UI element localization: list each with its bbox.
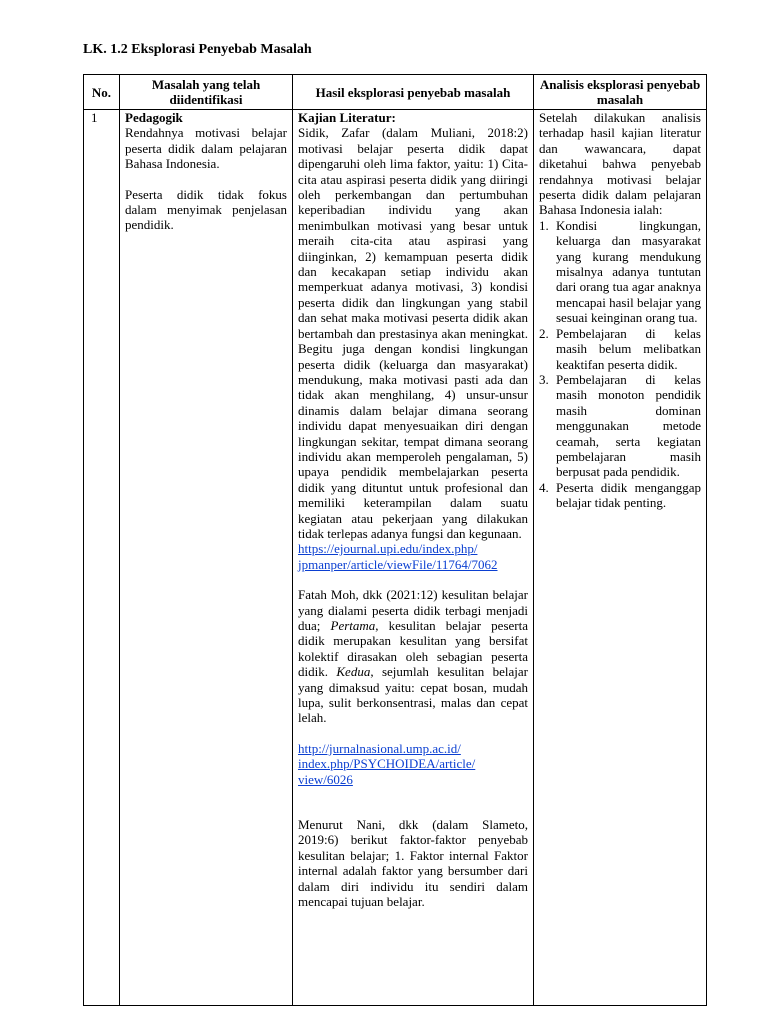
reference-link-1-line-1[interactable]: https://ejournal.upi.edu/index.php/ (298, 541, 478, 557)
list-item: 1. Kondisi lingkungan, keluarga dan masyarakat yang kurang mendukung misalnya adanya tuntutan dari orang tua agar anaknya mencapai hasil belajar yang sesuai keinginan orang tua. (539, 217, 701, 326)
header-analisis: Analisis eksplorasi penyebab masalah (534, 75, 707, 110)
row-number: 1 (84, 110, 120, 1006)
reference-link-2[interactable] (298, 741, 528, 787)
analisis-intro: Setelah dilakukan analisis terhadap hasil kajian literatur dan wawancara, dapat diketahui bahwa penyebab rendahnya motivasi belajar peserta didik dalam pelajaran Bahasa Indonesia ialah: (539, 110, 701, 218)
list-item: 2. Pembelajaran di kelas masih belum melibatkan keaktifan peserta didik. (539, 325, 701, 372)
hasil-cell (293, 110, 534, 1006)
reference-link-1-line-2[interactable]: jpmanper/article/viewFile/11764/7062 (298, 556, 498, 572)
masalah-paragraph-2: Peserta didik tidak fokus dalam menyimak penjelasan pendidik. (125, 186, 287, 233)
table-header-row (84, 75, 707, 110)
reference-link-2-line-2[interactable]: index.php/PSYCHOIDEA/article/ (298, 756, 476, 772)
hasil-paragraph-3: Menurut Nani, dkk (dalam Slameto, 2019:6) berikut faktor-faktor penyebab kesulitan belajar; 1. Faktor internal Faktor internal adalah faktor yang bersumber dari dalam diri individu itu sendiri dalam mencapai tujuan belajar. (298, 817, 528, 910)
analisis-list (539, 218, 701, 511)
header-masalah: Masalah yang telah diidentifikasi (120, 75, 293, 110)
page-title: LK. 1.2 Eksplorasi Penyebab Masalah (83, 42, 312, 57)
reference-link-2-line-3[interactable]: view/6026 (298, 771, 353, 787)
hasil-paragraph-2: Fatah Moh, dkk (2021:12) kesulitan belajar yang dialami peserta didik terbagi menjadi dua; Pertama, kesulitan belajar peserta didik merupakan kesulitan yang bersifat kolektif dirasakan oleh sebagian peserta didik. Kedua, sejumlah kesulitan belajar yang dimaksud yaitu: cepat bosan, mudah lupa, sulit berkonsentrasi, malas dan cepat lelah. (298, 587, 528, 726)
header-no: No. (84, 75, 120, 110)
hasil-heading: Kajian Literatur: (298, 110, 396, 125)
hasil-paragraph-1: Sidik, Zafar (dalam Muliani, 2018:2) motivasi belajar peserta didik dapat dipengaruhi oleh lima faktor, yaitu: 1) Cita-cita atau aspirasi peserta didik yang diiringi oleh perkembangan dan pertumbuhan keperibadian individu yang akan menimbulkan motivasi yang besar untuk meraih cita-cita atau aspirasi yang diinginkan, 2) kemampuan peserta didik dan kecakapan setiap individu akan memperkuat adanya motivasi, 3) kondisi peserta didik dan lingkungan yang stabil dan sehat maka motivasi peserta didik akan bertambah dan prestasinya akan meningkat. Begitu juga dengan kondisi lingkungan peserta didik (keluarga dan masyarakat) mendukung, maka motivasi pasti ada dan tidak akan menghilang, 4) unsur-unsur dinamis dalam belajar dimana seorang individu dapat menyesuaikan diri dengan lingkungan sekitar, tempat dimana seorang individu akan memperoleh pengalaman, 5) upaya pendidik membelajarkan peserta didik yang dituntut untuk profesional dan memiliki keterampilan dalam suatu kegiatan atau pekerjaan yang dilakukan tidak terlepas adanya fungsi dan kegunaan. (298, 125, 528, 541)
list-item: 3. Pembelajaran di kelas masih monoton pendidik masih dominan menggunakan metode ceamah, serta kegiatan pembelajaran masih berpusat pada pendidik. (539, 371, 701, 480)
masalah-cell (120, 110, 293, 1006)
reference-link-2-line-1[interactable]: http://jurnalnasional.ump.ac.id/ (298, 740, 461, 756)
exploration-table (83, 74, 707, 1006)
list-item: 4. Peserta didik menganggap belajar tidak penting. (539, 479, 701, 511)
header-hasil: Hasil eksplorasi penyebab masalah (293, 75, 534, 110)
table-row (84, 110, 707, 1006)
masalah-heading: Pedagogik (125, 110, 183, 125)
masalah-paragraph-1: Rendahnya motivasi belajar peserta didik dalam pelajaran Bahasa Indonesia. (125, 125, 287, 172)
reference-link-1[interactable] (298, 541, 528, 572)
analisis-cell (534, 110, 707, 1006)
